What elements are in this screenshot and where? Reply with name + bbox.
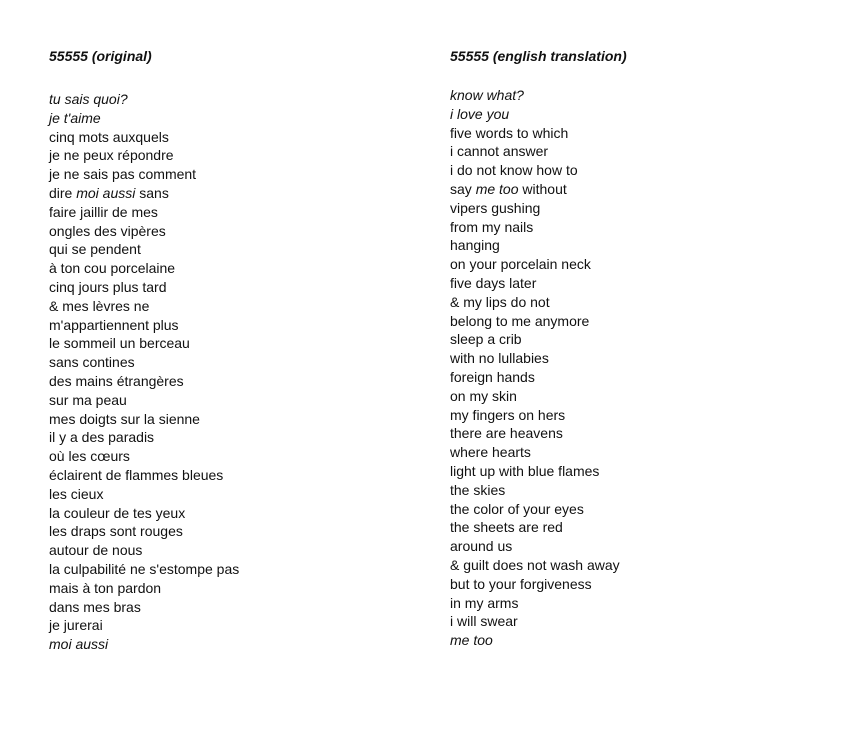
poem-line: [450, 462, 620, 481]
poem-line: [49, 316, 239, 335]
poem-line-text: éclairent de flammes bleues: [49, 466, 224, 483]
poem-line-text: my fingers on hers: [450, 406, 566, 423]
poem-line: [450, 406, 620, 425]
poem-line-text: around us: [450, 538, 513, 555]
poem-line-text: sleep a crib: [450, 331, 522, 348]
poem-line: [450, 330, 620, 349]
poem-line-text: where hearts: [450, 444, 531, 461]
poem-line: [49, 635, 239, 654]
poem-line: [450, 612, 620, 631]
poem-line: [450, 481, 620, 500]
poem-line-text: cinq jours plus tard: [49, 278, 167, 295]
poem-line: [450, 236, 620, 255]
poem-line-italic-text: je t'aime: [49, 109, 101, 126]
poem-line: [49, 372, 239, 391]
poem-line: [49, 391, 239, 410]
poem-line: [49, 428, 239, 447]
poem-line-italic-text: moi aussi: [76, 184, 136, 201]
poem-line: [450, 218, 620, 237]
poem-line: [450, 594, 620, 613]
poem-line: [450, 500, 620, 519]
poem-line-text: faire jaillir de mes: [49, 203, 158, 220]
poem-line-text: je ne peux répondre: [49, 147, 174, 164]
poem-line-text: five days later: [450, 274, 537, 291]
poem-line-italic-text: me too: [475, 180, 519, 197]
poem-line-text: say: [450, 180, 476, 197]
poem-line-text: i cannot answer: [450, 143, 549, 160]
poem-line-text: la culpabilité ne s'estompe pas: [49, 560, 240, 577]
poem-line-text: qui se pendent: [49, 241, 141, 258]
poem-line-text: mais à ton pardon: [49, 579, 162, 596]
poem-line-text: dire: [49, 184, 77, 201]
poem-line: [450, 424, 620, 443]
poem-line-text: sur ma peau: [49, 391, 127, 408]
poem-line-text: the skies: [450, 481, 506, 498]
poem-line: [49, 278, 239, 297]
poem-line: [49, 616, 239, 635]
poem-line-text: hanging: [450, 237, 500, 254]
poem-line: [49, 466, 239, 485]
original-heading: 55555 (original): [49, 48, 152, 64]
poem-line: [49, 353, 239, 372]
poem-line: [450, 349, 620, 368]
poem-line-text: foreign hands: [450, 368, 535, 385]
poem-line: [49, 522, 239, 541]
poem-line-italic-text: moi aussi: [49, 636, 109, 653]
poem-line: [450, 537, 620, 556]
poem-line: [450, 105, 620, 124]
poem-line-text: in my arms: [450, 594, 519, 611]
poem-line-text: sans contines: [49, 354, 135, 371]
poem-line: [49, 297, 239, 316]
original-poem: [49, 90, 239, 654]
poem-line: [450, 199, 620, 218]
poem-line: [49, 90, 239, 109]
poem-line-text: & mes lèvres ne: [49, 297, 150, 314]
poem-line-text: dans mes bras: [49, 598, 141, 615]
poem-line: [49, 203, 239, 222]
poem-line: [49, 222, 239, 241]
poem-line: [49, 598, 239, 617]
poem-line-text: les draps sont rouges: [49, 523, 183, 540]
poem-line-italic-text: know what?: [450, 87, 524, 103]
poem-line: [450, 274, 620, 293]
poem-line-text: with no lullabies: [450, 350, 549, 367]
poem-line: [49, 128, 239, 147]
poem-line: [450, 556, 620, 575]
poem-line: [49, 485, 239, 504]
poem-line: [450, 443, 620, 462]
poem-line: [450, 631, 620, 650]
poem-line: [49, 184, 239, 203]
poem-line: [450, 86, 620, 105]
poem-line-text: vipers gushing: [450, 199, 541, 216]
poem-line-text: & my lips do not: [450, 293, 550, 310]
poem-line-text: on my skin: [450, 387, 517, 404]
poem-line-text: il y a des paradis: [49, 429, 155, 446]
poem-line-text: sans: [135, 184, 169, 201]
poem-line: [49, 560, 239, 579]
poem-line-text: mes doigts sur la sienne: [49, 410, 200, 427]
poem-line-text: cinq mots auxquels: [49, 128, 169, 145]
poem-line: [49, 410, 239, 429]
poem-line: [49, 240, 239, 259]
translation-heading: 55555 (english translation): [450, 48, 627, 64]
poem-line-text: light up with blue flames: [450, 462, 600, 479]
poem-line-text: je jurerai: [49, 617, 103, 634]
poem-line-text: i will swear: [450, 613, 518, 630]
poem-line: [450, 293, 620, 312]
poem-line: [450, 142, 620, 161]
poem-line: [450, 387, 620, 406]
poem-line-text: belong to me anymore: [450, 312, 590, 329]
poem-line: [450, 255, 620, 274]
poem-line: [49, 109, 239, 128]
poem-line-text: les cieux: [49, 485, 104, 502]
poem-line: [450, 575, 620, 594]
poem-line: [450, 161, 620, 180]
poem-line-text: from my nails: [450, 218, 534, 235]
poem-line-text: je ne sais pas comment: [49, 166, 197, 183]
poem-line-text: où les cœurs: [49, 448, 130, 465]
translation-poem: [450, 86, 620, 650]
poem-line-text: à ton cou porcelaine: [49, 260, 176, 277]
poem-line-text: the color of your eyes: [450, 500, 584, 517]
poem-line: [450, 124, 620, 143]
poem-line-text: le sommeil un berceau: [49, 335, 190, 352]
poem-line-italic-text: me too: [450, 632, 493, 649]
poem-line: [49, 447, 239, 466]
poem-line-text: & guilt does not wash away: [450, 556, 620, 573]
poem-line-text: the sheets are red: [450, 519, 563, 536]
poem-line: [450, 312, 620, 331]
poem-line-text: la couleur de tes yeux: [49, 504, 186, 521]
poem-line-italic-text: i love you: [450, 105, 510, 122]
poem-line: [49, 541, 239, 560]
poem-line: [450, 180, 620, 199]
poem-line: [49, 259, 239, 278]
poem-line: [49, 334, 239, 353]
poem-line-italic-text: tu sais quoi?: [49, 91, 128, 107]
poem-line-text: ongles des vipères: [49, 222, 166, 239]
poem-line: [49, 579, 239, 598]
poem-line-text: on your porcelain neck: [450, 256, 591, 273]
poem-line: [450, 518, 620, 537]
poem-line-text: there are heavens: [450, 425, 563, 442]
poem-line: [49, 504, 239, 523]
poem-line-text: des mains étrangères: [49, 372, 184, 389]
poem-line-text: m'appartiennent plus: [49, 316, 179, 333]
poem-line: [49, 165, 239, 184]
poem-line-text: five words to which: [450, 124, 569, 141]
poem-line: [450, 368, 620, 387]
poem-line-text: without: [518, 180, 567, 197]
poem-line-text: autour de nous: [49, 542, 143, 559]
poem-line-text: but to your forgiveness: [450, 575, 592, 592]
poem-line: [49, 146, 239, 165]
poem-line-text: i do not know how to: [450, 162, 578, 179]
